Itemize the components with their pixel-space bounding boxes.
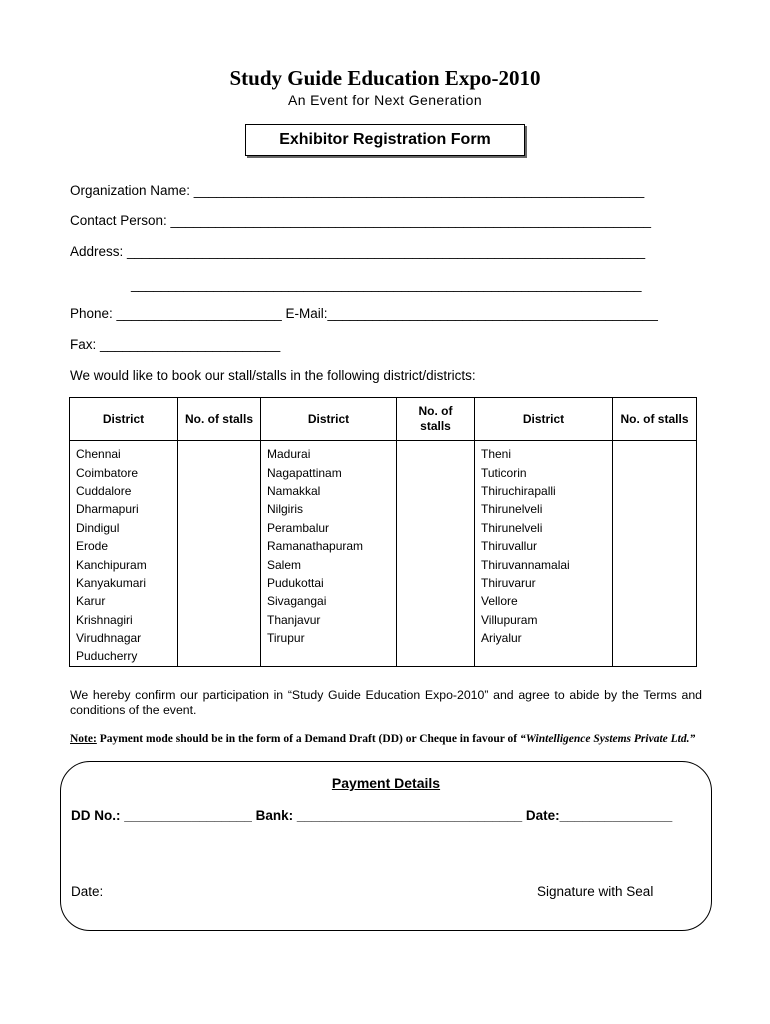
district-cell: Thiruvallur (475, 537, 613, 555)
phone-email-field[interactable]: Phone: ______________________ E-Mail:____________________________________________ (70, 306, 658, 321)
page-subtitle: An Event for Next Generation (287, 92, 483, 108)
stalls-input-cell[interactable] (613, 629, 697, 647)
note-text: Payment mode should be in the form of a Demand Draft (DD) or Cheque in favour of (96, 733, 520, 745)
table-header-row (70, 398, 697, 441)
table-row (70, 500, 697, 518)
contact-person-field[interactable]: Contact Person: ________________________________________________________________ (70, 213, 652, 228)
fax-field[interactable]: Fax: ________________________ (70, 337, 281, 352)
stalls-input-cell[interactable] (397, 629, 475, 647)
form-title-box: Exhibitor Registration Form (245, 124, 525, 156)
dd-bank-date-field[interactable]: DD No.: _________________ Bank: ______________________________ Date:_______________ (71, 808, 673, 823)
payment-details-title: Payment Details (331, 775, 441, 791)
table-row (70, 482, 697, 500)
stalls-input-cell[interactable] (613, 482, 697, 500)
organization-name-field[interactable]: Organization Name: ____________________________________________________________ (70, 183, 645, 198)
payment-details-box (60, 761, 712, 931)
confirmation-text: We hereby confirm our participation in “Study Guide Education Expo-2010” and agree to abide by the Terms and conditions of the event. (70, 688, 702, 717)
stalls-input-cell[interactable] (178, 441, 261, 464)
stalls-input-cell[interactable] (178, 537, 261, 555)
stalls-input-cell[interactable] (613, 574, 697, 592)
district-cell: Coimbatore (70, 463, 178, 481)
stalls-input-cell[interactable] (178, 500, 261, 518)
district-cell: Tirupur (261, 629, 397, 647)
stalls-input-cell[interactable] (613, 592, 697, 610)
stalls-input-cell[interactable] (397, 647, 475, 666)
district-cell: Sivagangai (261, 592, 397, 610)
district-stalls-table (69, 397, 697, 667)
note-label: Note: (70, 733, 97, 745)
district-cell (475, 647, 613, 666)
stalls-input-cell[interactable] (613, 441, 697, 464)
district-cell: Tuticorin (475, 463, 613, 481)
stalls-input-cell[interactable] (397, 441, 475, 464)
booking-instruction: We would like to book our stall/stalls in the following district/districts: (70, 368, 476, 383)
stalls-input-cell[interactable] (613, 647, 697, 666)
district-cell: Theni (475, 441, 613, 464)
stalls-input-cell[interactable] (613, 500, 697, 518)
stalls-input-cell[interactable] (178, 629, 261, 647)
district-cell: Pudukottai (261, 574, 397, 592)
column-header: No. of stalls (397, 398, 475, 441)
payment-date-label: Date: (71, 884, 104, 899)
district-cell: Krishnagiri (70, 611, 178, 629)
stalls-input-cell[interactable] (178, 519, 261, 537)
column-header: District (70, 398, 178, 441)
district-cell: Chennai (70, 441, 178, 464)
address-line2-field[interactable]: ____________________________________________________________________ (131, 277, 642, 292)
stalls-input-cell[interactable] (178, 463, 261, 481)
stalls-input-cell[interactable] (178, 611, 261, 629)
district-cell: Salem (261, 555, 397, 573)
district-cell: Karur (70, 592, 178, 610)
stalls-input-cell[interactable] (397, 482, 475, 500)
district-cell: Puducherry (70, 647, 178, 666)
district-cell: Madurai (261, 441, 397, 464)
district-cell: Ramanathapuram (261, 537, 397, 555)
table-row (70, 592, 697, 610)
table-row (70, 647, 697, 666)
district-cell: Thiruvannamalai (475, 555, 613, 573)
signature-seal-label: Signature with Seal (537, 884, 654, 899)
table-row (70, 555, 697, 573)
stalls-input-cell[interactable] (613, 463, 697, 481)
note-payee: “Wintelligence Systems Private Ltd.” (519, 733, 696, 745)
stalls-input-cell[interactable] (397, 611, 475, 629)
stalls-input-cell[interactable] (178, 592, 261, 610)
stalls-input-cell[interactable] (397, 555, 475, 573)
district-cell (261, 647, 397, 666)
district-cell: Ariyalur (475, 629, 613, 647)
district-cell: Erode (70, 537, 178, 555)
district-cell: Namakkal (261, 482, 397, 500)
stalls-input-cell[interactable] (178, 647, 261, 666)
stalls-input-cell[interactable] (178, 555, 261, 573)
district-cell: Cuddalore (70, 482, 178, 500)
stalls-input-cell[interactable] (397, 574, 475, 592)
district-cell: Nilgiris (261, 500, 397, 518)
district-cell: Perambalur (261, 519, 397, 537)
district-cell: Dharmapuri (70, 500, 178, 518)
column-header: No. of stalls (613, 398, 697, 441)
stalls-input-cell[interactable] (397, 519, 475, 537)
stalls-input-cell[interactable] (178, 574, 261, 592)
stalls-input-cell[interactable] (397, 500, 475, 518)
column-header: District (261, 398, 397, 441)
district-cell: Thirunelveli (475, 500, 613, 518)
address-field[interactable]: Address: _____________________________________________________________________ (70, 244, 646, 259)
stalls-input-cell[interactable] (397, 463, 475, 481)
table-row (70, 463, 697, 481)
table-row (70, 574, 697, 592)
district-cell: Dindigul (70, 519, 178, 537)
district-cell: Kanchipuram (70, 555, 178, 573)
table-row (70, 441, 697, 464)
table-row (70, 629, 697, 647)
stalls-input-cell[interactable] (613, 519, 697, 537)
column-header: No. of stalls (178, 398, 261, 441)
district-cell: Villupuram (475, 611, 613, 629)
stalls-input-cell[interactable] (613, 611, 697, 629)
district-cell: Thanjavur (261, 611, 397, 629)
district-cell: Thiruchirapalli (475, 482, 613, 500)
stalls-input-cell[interactable] (397, 537, 475, 555)
page-title: Study Guide Education Expo-2010 (229, 66, 541, 90)
table-row (70, 537, 697, 555)
table-row (70, 611, 697, 629)
payment-note (70, 732, 702, 746)
column-header: District (475, 398, 613, 441)
stalls-input-cell[interactable] (397, 592, 475, 610)
table-row (70, 519, 697, 537)
district-cell: Nagapattinam (261, 463, 397, 481)
stalls-input-cell[interactable] (178, 482, 261, 500)
district-cell: Thirunelveli (475, 519, 613, 537)
district-cell: Vellore (475, 592, 613, 610)
district-cell: Kanyakumari (70, 574, 178, 592)
stalls-input-cell[interactable] (613, 555, 697, 573)
district-cell: Thiruvarur (475, 574, 613, 592)
district-cell: Virudhnagar (70, 629, 178, 647)
stalls-input-cell[interactable] (613, 537, 697, 555)
